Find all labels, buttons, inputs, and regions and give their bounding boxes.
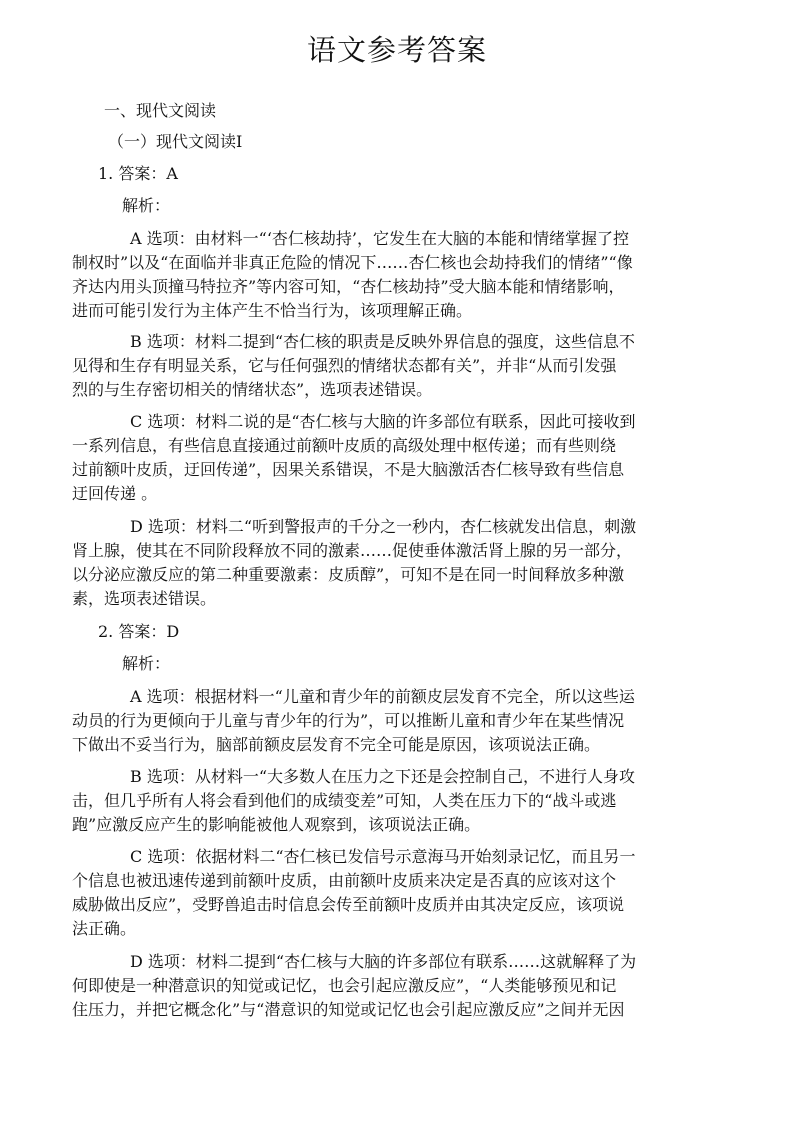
q1-option-d-line: 肾上腺，使其在不同阶段释放不同的激素……促使垂体激活肾上腺的另一部分， — [72, 541, 633, 560]
page-title: 语文参考答案 — [306, 33, 487, 67]
q2-option-a-line: 动员的行为更倾向于儿童与青少年的行为”，可以推断儿童和青少年在某些情况 — [72, 711, 625, 730]
q2-option-c-line: 个信息也被迅速传递到前额叶皮质，由前额叶皮质来决定是否真的应该对这个 — [72, 871, 617, 890]
q2-option-a-line: 下做出不妥当行为，脑部前额皮层发育不完全可能是原因，该项说法正确。 — [72, 735, 601, 754]
q1-option-d-line: 素，选项表述错误。 — [72, 589, 217, 608]
q1-option-b-line: 见得和生存有明显关系，它与任何强烈的情绪状态都有关”，并非“从而引发强 — [72, 356, 617, 375]
q1-option-a-line: A 选项：由材料一“‘杏仁核劫持’，它发生在大脑的本能和情绪掌握了控 — [130, 229, 629, 248]
q1-option-c-line: 过前额叶皮质，迂回传递”，因果关系错误，不是大脑激活杏仁核导致有些信息 — [72, 460, 625, 479]
subsection-heading: （一）现代文阅读I — [108, 132, 243, 151]
q1-option-a-line: 齐达内用头顶撞马特拉齐”等内容可知，“杏仁核劫持”受大脑本能和情绪影响， — [72, 277, 625, 296]
q2-analysis-label: 解析： — [122, 654, 171, 673]
q2-option-c-line: C 选项：依据材料二“杏仁核已发信号示意海马开始刻录记忆，而且另一 — [130, 847, 636, 866]
q1-option-a-line: 制权时”以及“在面临并非真正危险的情况下……杏仁核也会劫持我们的情绪”“像 — [72, 253, 633, 272]
q2-option-b-line: 跑”应激反应产生的影响能被他人观察到，该项说法正确。 — [72, 815, 481, 834]
q2-option-d-line: 何即使是一种潜意识的知觉或记忆，也会引起应激反应”，“人类能够预见和记 — [72, 976, 617, 995]
q1-option-c-line: 一系列信息，有些信息直接通过前额叶皮质的高级处理中枢传递；而有些则绕 — [72, 436, 617, 455]
q2-option-c-line: 威胁做出反应”，受野兽追击时信息会传至前额叶皮质并由其决定反应，该项说 — [72, 895, 625, 914]
q1-option-d-line: D 选项：材料二“听到警报声的千分之一秒内，杏仁核就发出信息，刺激 — [130, 517, 637, 536]
q1-option-d-line: 以分泌应激反应的第二种重要激素：皮质醇”，可知不是在同一时间释放多种激 — [72, 565, 625, 584]
q1-answer: 1. 答案：A — [98, 164, 178, 183]
q2-option-c-line: 法正确。 — [72, 919, 137, 938]
q2-answer: 2. 答案：D — [98, 622, 180, 641]
q2-option-b-line: B 选项：从材料一“大多数人在压力之下还是会控制自己，不进行人身攻 — [130, 767, 636, 786]
q2-option-b-line: 击，但几乎所有人将会看到他们的成绩变差”可知，人类在压力下的“战斗或逃 — [72, 791, 617, 810]
q1-option-a-line: 进而可能引发行为主体产生不恰当行为，该项理解正确。 — [72, 301, 473, 320]
q2-option-d-line: D 选项：材料二提到“杏仁核与大脑的许多部位有联系……这就解释了为 — [130, 952, 637, 971]
q1-option-b-line: B 选项：材料二提到“杏仁核的职责是反映外界信息的强度，这些信息不 — [130, 332, 636, 351]
q1-option-c-line: 迂回传递 。 — [72, 484, 158, 503]
q1-option-b-line: 烈的与生存密切相关的情绪状态”，选项表述错误。 — [72, 380, 433, 399]
q2-option-d-line: 住压力，并把它概念化”与“潜意识的知觉或记忆也会引起应激反应”之间并无因 — [72, 1000, 625, 1019]
q1-analysis-label: 解析： — [122, 196, 171, 215]
section-heading: 一、现代文阅读 — [104, 101, 217, 120]
q1-option-c-line: C 选项：材料二说的是“杏仁核与大脑的许多部位有联系，因此可接收到 — [130, 412, 636, 431]
q2-option-a-line: A 选项：根据材料一“儿童和青少年的前额皮层发育不完全，所以这些运 — [130, 687, 635, 706]
